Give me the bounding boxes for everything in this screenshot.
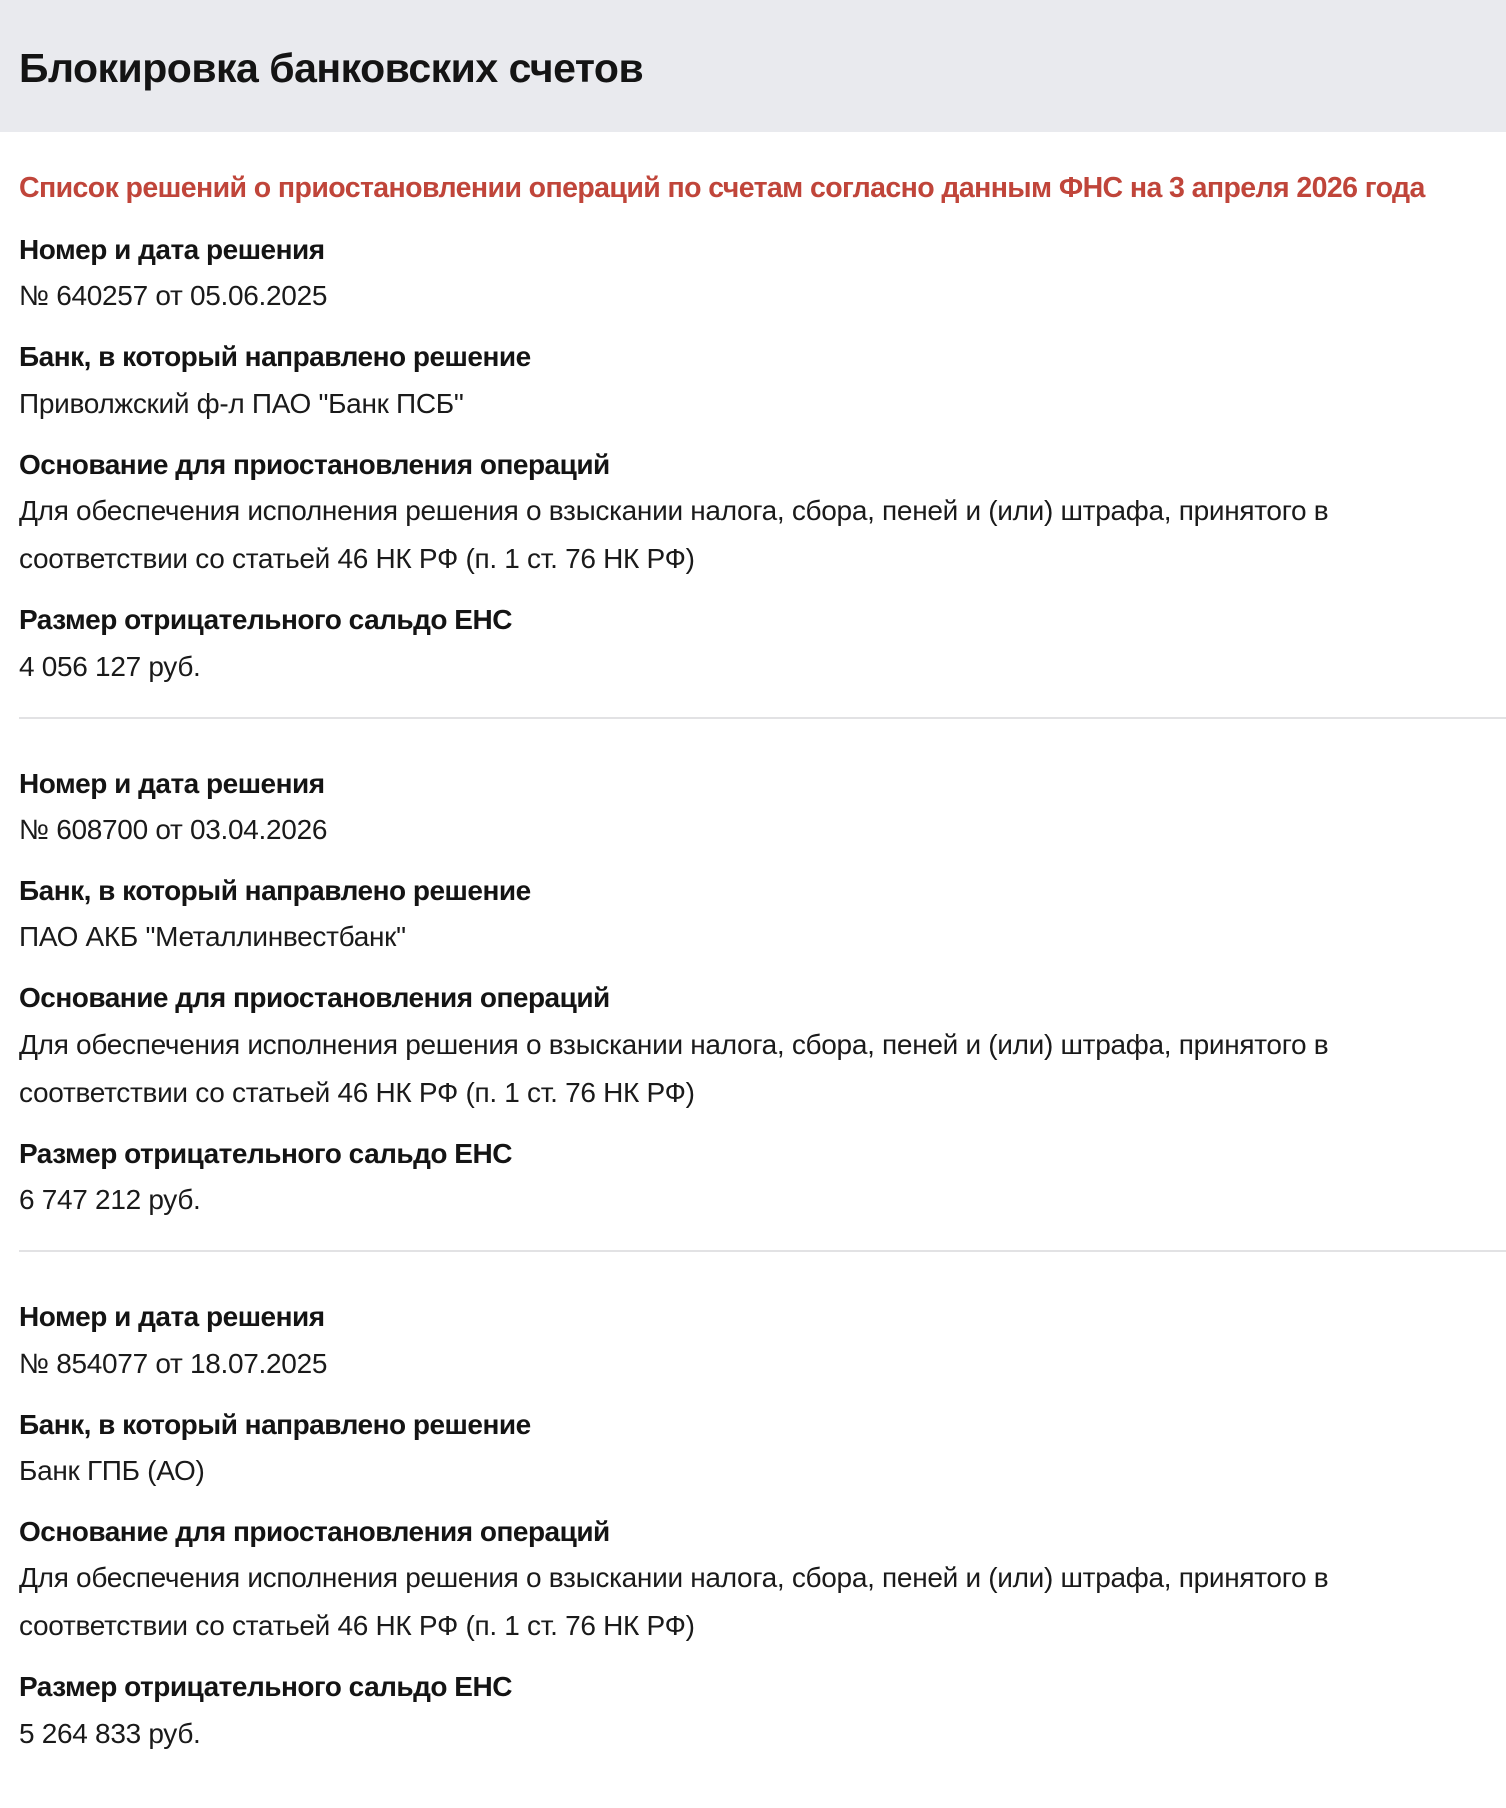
balance-label: Размер отрицательного сальдо ЕНС [19,1671,512,1703]
balance-value: 5 264 833 руб. [19,1717,201,1749]
basis-value: Для обеспечения исполнения решения о взыскании налога, сбора, пеней и (или) штрафа, принятого в соответствии со статьей 46 НК РФ (п. 1 ст. 76 НК РФ) [19,495,1329,575]
balance-label: Размер отрицательного сальдо ЕНС [19,1137,512,1169]
number-date-value: № 608700 от 03.04.2026 [19,814,328,845]
bank-label: Банк, в который направлено решение [19,1408,531,1440]
number-date-label: Номер и дата решения [19,234,325,266]
content [0,132,1506,1758]
number-date-label: Номер и дата решения [19,767,325,799]
list-subtitle: Список решений о приостановлении операций по счетам согласно данным ФНС на 3 апреля 2026 года [19,172,1425,204]
bank-label: Банк, в который направлено решение [19,341,531,373]
balance-value: 6 747 212 руб. [19,1184,201,1216]
bank-value: Банк ГПБ (АО) [19,1454,205,1486]
decision-card [19,207,1506,719]
number-date-label: Номер и дата решения [19,1301,325,1333]
decision-card [19,719,1506,1253]
page-header [0,0,1506,132]
decision-card [19,1252,1506,1758]
balance-label: Размер отрицательного сальдо ЕНС [19,604,512,636]
bank-value: Приволжский ф-л ПАО "Банк ПСБ" [19,387,464,419]
balance-value: 4 056 127 руб. [19,650,201,682]
bank-value: ПАО АКБ "Металлинвестбанк" [19,921,406,953]
basis-label: Основание для приостановления операций [19,982,610,1014]
number-date-value: № 854077 от 18.07.2025 [19,1347,328,1379]
basis-label: Основание для приостановления операций [19,1515,610,1547]
bank-label: Банк, в который направлено решение [19,875,531,906]
basis-value: Для обеспечения исполнения решения о взыскании налога, сбора, пеней и (или) штрафа, принятого в соответствии со статьей 46 НК РФ (п. 1 ст. 76 НК РФ) [19,1028,1329,1108]
basis-value: Для обеспечения исполнения решения о взыскании налога, сбора, пеней и (или) штрафа, принятого в соответствии со статьей 46 НК РФ (п. 1 ст. 76 НК РФ) [19,1562,1329,1642]
page-title: Блокировка банковских счетов [19,44,644,91]
number-date-value: № 640257 от 05.06.2025 [19,280,328,312]
basis-label: Основание для приостановления операций [19,448,610,480]
